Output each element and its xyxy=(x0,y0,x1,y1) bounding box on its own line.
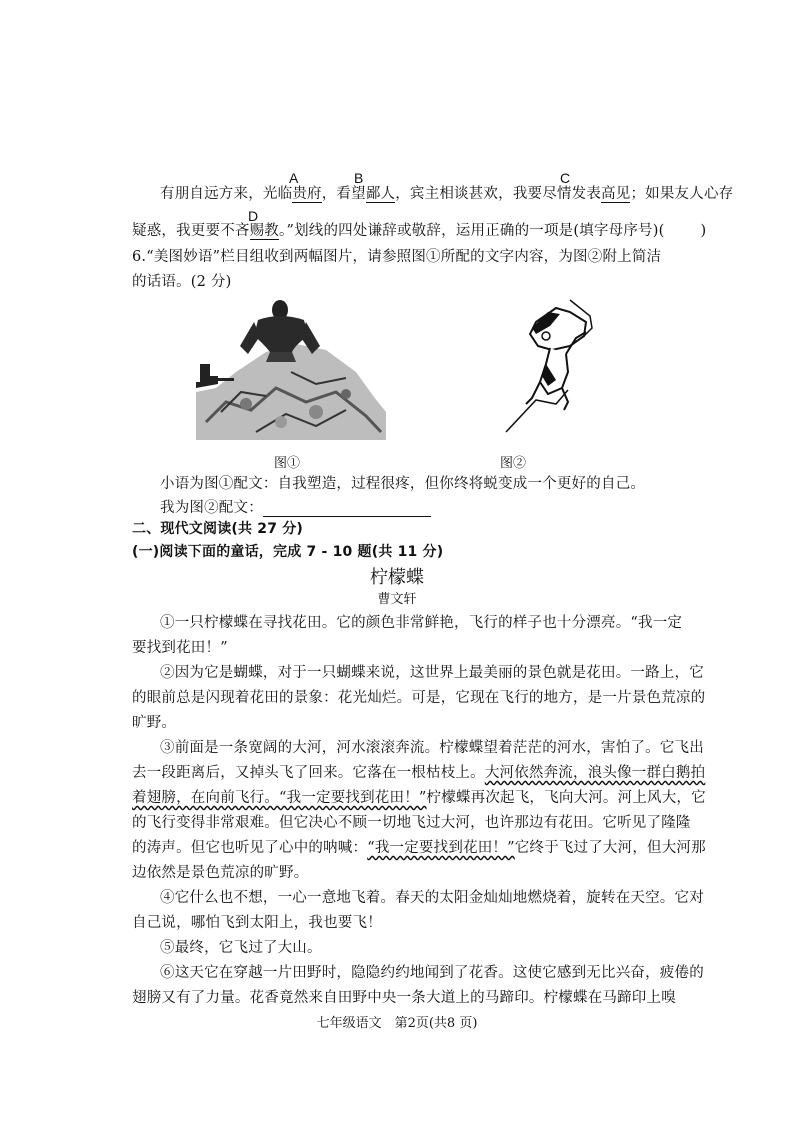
mark-a: A xyxy=(289,170,299,186)
p3-line-5 xyxy=(132,836,706,857)
p3-line-6: 边依然是景色荒凉的旷野。 xyxy=(132,865,309,881)
caption-fig2: 图② xyxy=(500,456,527,471)
mark-b: B xyxy=(354,170,364,186)
q6-line-1: 6.“美图妙语”栏目组收到两幅图片，请参照图①所配的文字内容，为图②附上简洁 xyxy=(132,249,662,265)
q5-line-1 xyxy=(160,182,733,203)
page-footer: 七年级语文 第2页(共8 页) xyxy=(316,1016,478,1031)
p1-line-2: 要找到花田！” xyxy=(132,640,228,656)
p3-line-1: ③前面是一条宽阔的大河，河水滚滚奔流。柠檬蝶望着茫茫的河水，害怕了。它飞出 xyxy=(160,740,704,756)
p2-line-2: 的眼前总是闪现着花田的景象：花光灿烂。可是，它现在飞行的地方，是一片景色荒凉的 xyxy=(132,690,706,706)
p2-line-1: ②因为它是蝴蝶，对于一只蝴蝶来说，这世界上最美丽的景色就是花田。一路上，它 xyxy=(160,665,704,681)
p3-line-3 xyxy=(132,786,706,807)
text: 它终于飞过了大河，但大河那 xyxy=(514,840,706,856)
word-b: 鄙人 xyxy=(365,186,396,202)
p3-line-4: 的飞行变得非常艰难。但它决心不顾一切地飞过大河，也许那边有花田。它听见了隆隆 xyxy=(132,815,691,831)
p3-line-2 xyxy=(132,761,705,782)
text: ，看望 xyxy=(321,186,366,202)
caption-fig1: 图① xyxy=(274,456,301,471)
p2-line-3: 旷野。 xyxy=(132,715,177,731)
p6-line-1: ⑥这天它在穿越一片田野时，隐隐约约地闻到了花香。这使它感到无比兴奋，疲倦的 xyxy=(160,965,704,981)
wavy-text: “我一定要找到花田！” xyxy=(367,840,515,856)
text: 疑惑，我更要不吝 xyxy=(132,223,250,239)
p4-line-2: 自己说，哪怕飞到太阳上，我也要飞！ xyxy=(132,915,382,931)
word-a: 贵府 xyxy=(292,186,322,202)
text: 的涛声。但它也听见了心中的呐喊： xyxy=(132,840,368,856)
story-author: 曹文轩 xyxy=(377,592,417,607)
q6-answer-blank[interactable] xyxy=(263,502,431,517)
section-heading: 二、现代文阅读(共 27 分) xyxy=(132,521,304,537)
text: ) xyxy=(700,223,707,239)
wavy-text: 大河依然奔流，浪头像一群白鹅拍 xyxy=(484,765,706,781)
text: 去一段距离后，又掉头飞了回来。它落在一根枯枝上。 xyxy=(132,765,485,781)
section-subheading: (一)阅读下面的童话，完成 7 - 10 题(共 11 分) xyxy=(132,544,444,560)
word-c: 高见 xyxy=(601,186,631,202)
q6-line-2: 的话语。(2 分) xyxy=(132,274,232,290)
text: 。”划线的四处谦辞或敬辞，运用正确的一项是(填字母序号)( xyxy=(279,223,665,239)
p5-line-1: ⑤最终，它飞过了大山。 xyxy=(160,940,322,956)
mark-d: D xyxy=(248,208,259,224)
mark-c: C xyxy=(560,170,571,186)
cartoon-man-sketch xyxy=(496,292,610,440)
q5-line-2 xyxy=(132,219,706,240)
q6-mine-label: 我为图②配文： xyxy=(160,500,263,516)
p1-line-1: ①一只柠檬蝶在寻找花田。它的颜色非常鲜艳，飞行的样子也十分漂亮。“我一定 xyxy=(160,615,683,631)
text: 柠檬蝶再次起飞，飞向大河。河上风大，它 xyxy=(426,790,706,806)
bodybuilder-rock-photo xyxy=(196,292,386,440)
wavy-text: “我一定要找到花田！” xyxy=(279,790,427,806)
text: 有朋自远方来，光临 xyxy=(160,186,293,202)
text: ，宾主相谈甚欢，我要尽情发表 xyxy=(395,186,602,202)
word-d: 赐教 xyxy=(249,223,280,239)
wavy-text: 着翅膀，在向前飞行。 xyxy=(132,790,279,806)
story-title: 柠檬蝶 xyxy=(370,567,424,588)
q6-mine-row xyxy=(160,496,431,517)
q6-sample: 小语为图①配文：自我塑造，过程很疼，但你终将蜕变成一个更好的自己。 xyxy=(160,476,646,492)
p6-line-2: 翅膀又有了力量。花香竟然来自田野中央一条大道上的马蹄印。柠檬蝶在马蹄印上嗅 xyxy=(132,990,676,1006)
text: ；如果友人心存 xyxy=(630,186,734,202)
p4-line-1: ④它什么也不想，一心一意地飞着。春天的太阳金灿灿地燃烧着，旋转在天空。它对 xyxy=(160,890,704,906)
